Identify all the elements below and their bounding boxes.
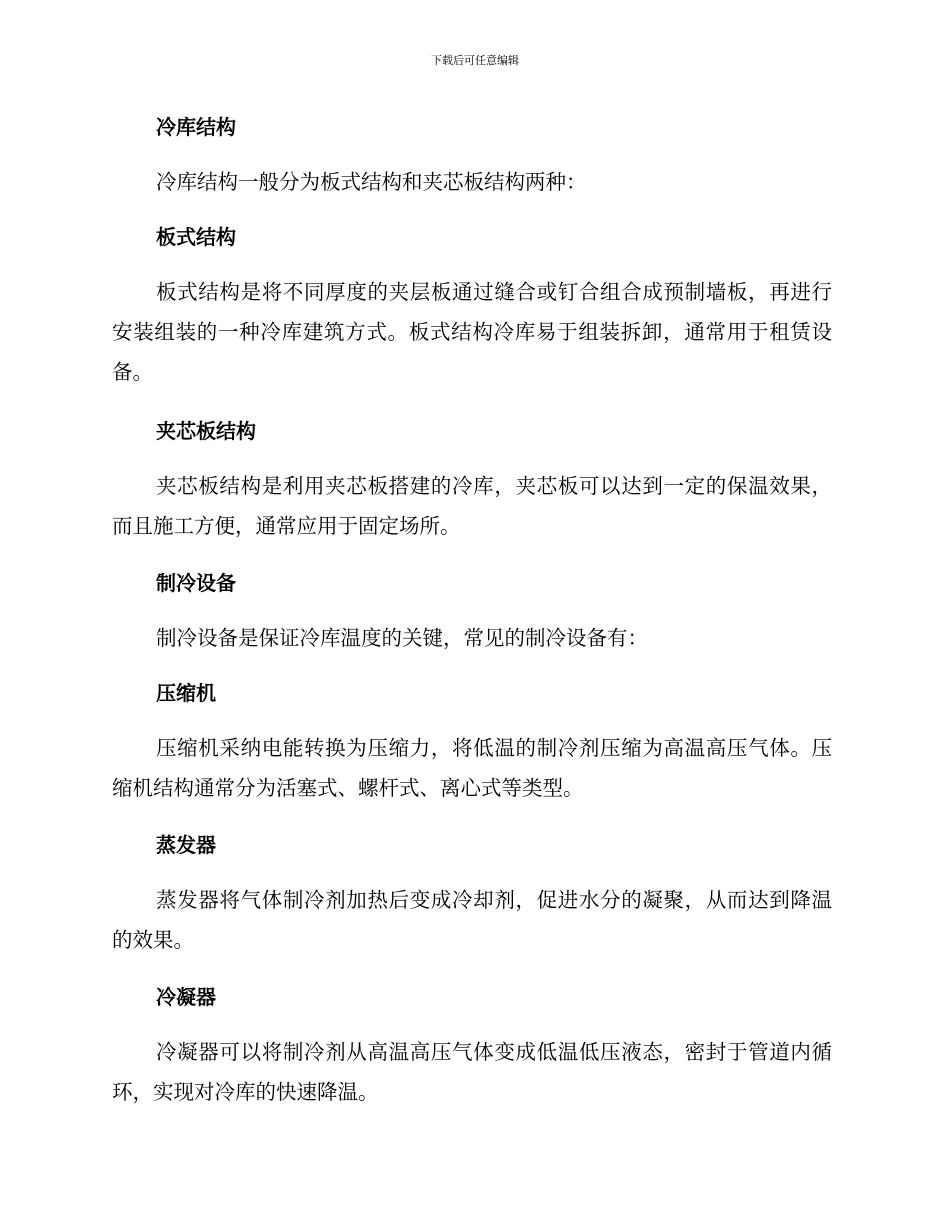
page-header: 下载后可任意编辑 <box>431 54 519 67</box>
section-text-evaporator: 蒸发器将气体制冷剂加热后变成冷却剂，促进水分的凝聚，从而达到降温的效果。 <box>112 888 832 952</box>
section-text-sandwich-panel-structure: 夹芯板结构是利用夹芯板搭建的冷库，夹芯板可以达到一定的保温效果，而且施工方便，通常应用于固定场所。 <box>112 474 832 538</box>
section-heading-refrigeration-equipment: 制冷设备 <box>156 571 236 595</box>
section-heading-evaporator: 蒸发器 <box>156 833 216 857</box>
section-text-panel-structure: 板式结构是将不同厚度的夹层板通过缝合或钉合组合成预制墙板，再进行安装组装的一种冷库建筑方式。板式结构冷库易于组装拆卸，通常用于租赁设备。 <box>112 280 832 384</box>
section-heading-cold-storage-structure: 冷库结构 <box>156 115 236 139</box>
section-heading-condenser: 冷凝器 <box>156 985 216 1009</box>
section-text-refrigeration-equipment: 制冷设备是保证冷库温度的关键，常见的制冷设备有： <box>156 626 648 650</box>
section-text-condenser: 冷凝器可以将制冷剂从高温高压气体变成低温低压液态，密封于管道内循环，实现对冷库的快速降温。 <box>112 1040 832 1104</box>
section-heading-sandwich-panel-structure: 夹芯板结构 <box>156 419 256 443</box>
section-text-cold-storage-structure: 冷库结构一般分为板式结构和夹芯板结构两种： <box>156 170 587 194</box>
section-heading-compressor: 压缩机 <box>156 681 216 705</box>
section-heading-panel-structure: 板式结构 <box>156 225 236 249</box>
section-text-compressor: 压缩机采纳电能转换为压缩力，将低温的制冷剂压缩为高温高压气体。压缩机结构通常分为活塞式、螺杆式、离心式等类型。 <box>112 736 832 800</box>
